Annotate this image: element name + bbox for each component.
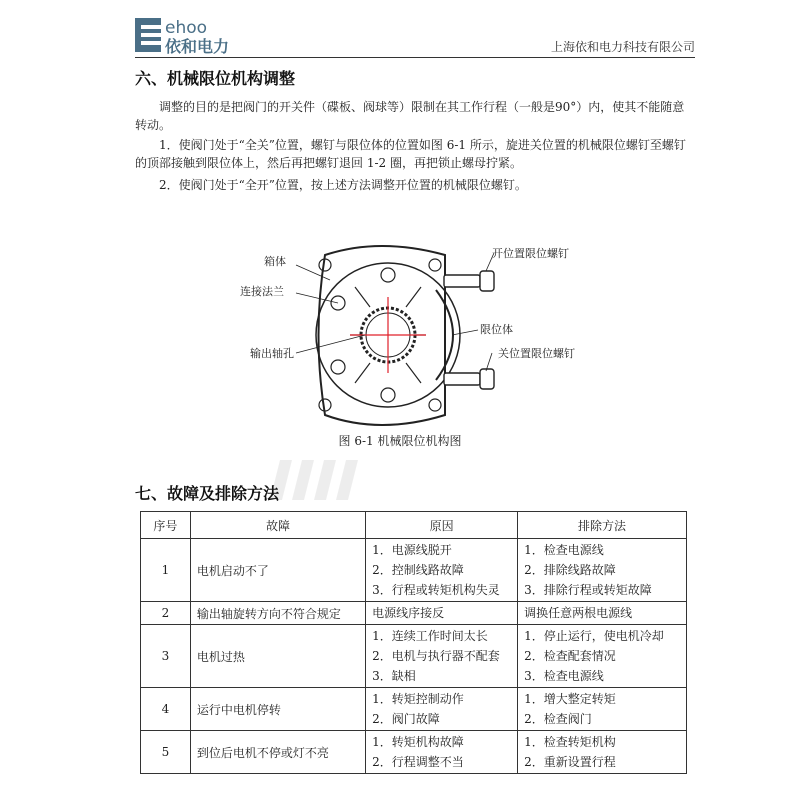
page-header (135, 16, 695, 56)
row-no: 5 (141, 731, 191, 774)
header-rule (135, 57, 695, 58)
row-fault: 到位后电机不停或灯不亮 (190, 731, 365, 774)
row-fixes (518, 625, 687, 688)
header-cause: 原因 (366, 512, 518, 539)
fault-table (140, 511, 687, 774)
fix-line: 2．重新设置行程 (524, 755, 616, 769)
close-limit-screw (444, 369, 494, 389)
fix-line: 3．检查电源线 (524, 669, 604, 683)
row-fault: 输出轴旋转方向不符合规定 (190, 602, 365, 625)
table-header-row (141, 512, 687, 539)
label-limit-body: 限位体 (480, 323, 513, 336)
table-row (141, 602, 687, 625)
flange-hole (381, 388, 395, 402)
logo-chinese: 依和电力 (165, 37, 230, 56)
cause-line: 1．电源线脱开 (372, 543, 452, 557)
flange-hole (331, 360, 345, 374)
row-causes (366, 625, 518, 688)
cause-line: 1．转矩机构故障 (372, 735, 464, 749)
cause-line: 1．转矩控制动作 (372, 692, 464, 706)
label-shaft-hole: 输出轴孔 (250, 347, 294, 360)
row-causes (366, 688, 518, 731)
fix-line: 1．检查电源线 (524, 543, 604, 557)
header-fault: 故障 (190, 512, 365, 539)
header-fix: 排除方法 (518, 512, 687, 539)
bolt-hole (429, 259, 441, 271)
cause-line: 2．控制线路故障 (372, 563, 464, 577)
logo-text: ehoo (165, 18, 208, 38)
label-flange: 连接法兰 (240, 285, 284, 298)
fix-line: 2．检查配套情况 (524, 649, 616, 663)
cause-line: 2．电机与执行器不配套 (372, 649, 500, 663)
row-causes (366, 602, 518, 625)
row-no: 4 (141, 688, 191, 731)
row-no: 2 (141, 602, 191, 625)
figure-caption: 图 6-1 机械限位机构图 (338, 434, 462, 448)
row-causes (366, 731, 518, 774)
row-fault: 运行中电机停转 (190, 688, 365, 731)
section-6-intro: 调整的目的是把阀门的开关件（碟板、阀球等）限制在其工作行程（一般是90°）内，使其不能随意转动。 (135, 100, 685, 132)
row-fixes (518, 731, 687, 774)
company-name: 上海依和电力科技有限公司 (550, 40, 695, 54)
table-row (141, 625, 687, 688)
fix-line: 1．停止运行，使电机冷却 (524, 629, 664, 643)
open-limit-screw (444, 271, 494, 291)
row-fixes (518, 602, 687, 625)
table-row (141, 688, 687, 731)
section-6-step-1: 1．使阀门处于“全关”位置，螺钉与限位体的位置如图 6-1 所示，旋进关位置的机械限位螺钉至螺钉的顶部接触到限位体上，然后再把螺钉退回 1-2 圈，再把锁止螺母拧紧。 (135, 138, 686, 170)
section-6-step-2: 2．使阀门处于“全开”位置，按上述方法调整开位置的机械限位螺钉。 (159, 178, 527, 192)
label-close-screw: 关位置限位螺钉 (498, 347, 575, 360)
row-fixes (518, 688, 687, 731)
flange-hole (381, 268, 395, 282)
fix-line: 3．排除行程或转矩故障 (524, 583, 652, 597)
section-7-title: 七、故障及排除方法 (135, 484, 280, 503)
cause-line: 电源线序接反 (372, 606, 445, 620)
bolt-hole (429, 399, 441, 411)
cause-line: 1．连续工作时间太长 (372, 629, 488, 643)
section-6-title: 六、机械限位机构调整 (135, 69, 296, 88)
row-fault: 电机启动不了 (190, 539, 365, 602)
fix-line: 2．排除线路故障 (524, 563, 616, 577)
row-no: 1 (141, 539, 191, 602)
cause-line: 3．缺相 (372, 669, 416, 683)
label-open-screw: 开位置限位螺钉 (492, 247, 569, 260)
header-no: 序号 (141, 512, 191, 539)
cause-line: 2．阀门故障 (372, 712, 440, 726)
row-causes (366, 539, 518, 602)
row-fault: 电机过热 (190, 625, 365, 688)
watermark-stripes (270, 460, 370, 500)
ehoo-logo (135, 16, 260, 56)
fix-line: 调换任意两根电源线 (524, 606, 633, 620)
row-fixes (518, 539, 687, 602)
fix-line: 1．增大整定转矩 (524, 692, 616, 706)
table-row (141, 539, 687, 602)
limit-mechanism-diagram (230, 235, 590, 455)
cause-line: 3．行程或转矩机构失灵 (372, 583, 500, 597)
fix-line: 2．检查阀门 (524, 712, 592, 726)
table-row (141, 731, 687, 774)
fix-line: 1．检查转矩机构 (524, 735, 616, 749)
row-no: 3 (141, 625, 191, 688)
label-housing: 箱体 (264, 255, 286, 268)
cause-line: 2．行程调整不当 (372, 755, 464, 769)
